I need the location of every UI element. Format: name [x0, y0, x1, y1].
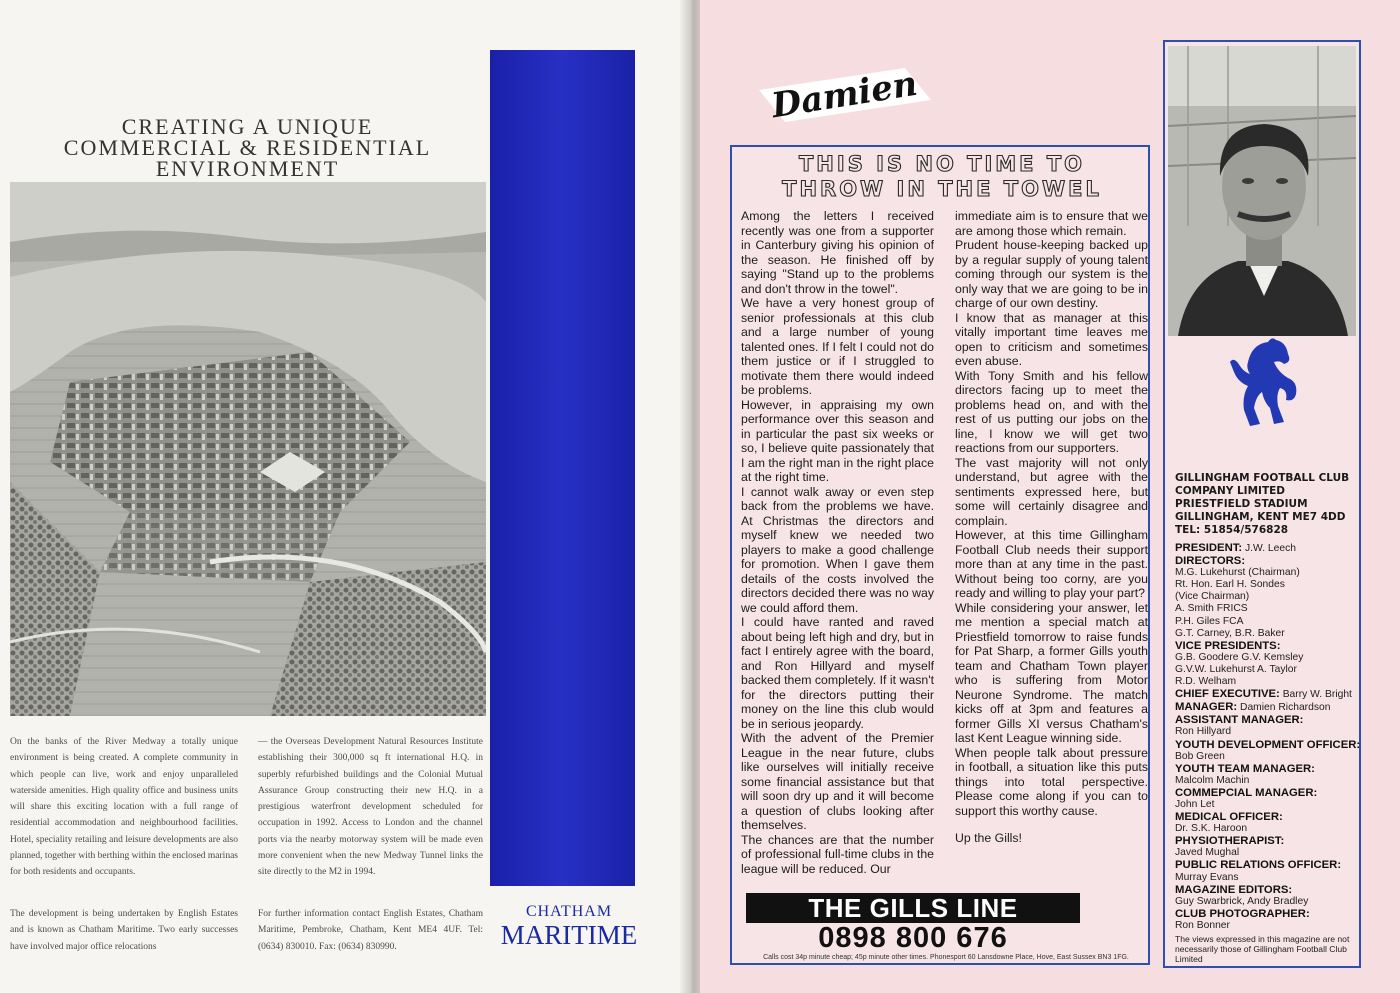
director-name: (Vice Chairman): [1175, 591, 1250, 603]
article-paragraph: The chances are that the number of professional full-time clubs in the league will be reduced. Our: [741, 832, 934, 876]
club-name-line: GILLINGHAM, KENT ME7 4DD: [1175, 511, 1346, 523]
director-name: A. Smith FRICS: [1175, 603, 1248, 615]
gills-line-phone: 0898 800 676: [818, 922, 1008, 954]
manager-portrait-drawing: [1168, 46, 1356, 336]
article-paragraph: However, in appraising my own performance over this season and in particular the past six weeks or so, I believe quite passionately that I am the right man in the right place at the right time.: [741, 397, 934, 484]
aerial-illustration: [10, 182, 486, 716]
director-name: G.T. Carney, B.R. Baker: [1175, 627, 1285, 639]
assistant-manager-name: Ron Hillyard: [1175, 726, 1232, 738]
advert-title-line-3: ENVIRONMENT: [155, 156, 340, 181]
logo-maritime: MARITIME: [500, 920, 638, 950]
vice-president-name: G.B. Goodere G.V. Kemsley: [1175, 651, 1304, 663]
director-name: Rt. Hon. Earl H. Sondes: [1175, 579, 1285, 591]
article-paragraph: I could have ranted and raved about being left high and dry, but in fact I entirely agree with the board, and Ron Hillyard and myself backed them completely. If it wasn't for the directors putting their money on the line this club would be in serious jeopardy.: [741, 615, 934, 731]
gills-line-small-print: Calls cost 34p minute cheap; 45p minute other times. Phonesport 60 Lansdowne Place, Hove, East Sussex BN3 1FG.: [763, 954, 1129, 961]
club-photographer-name: Ron Bonner: [1175, 919, 1230, 931]
assistant-manager-title: ASSISTANT MANAGER:: [1175, 714, 1304, 727]
article-paragraph: The vast majority will not only understand, but agree with the sentiments expressed here, but some will certainly disagree and complain.: [955, 455, 1148, 528]
advert-body-col-2: — the Overseas Development Natural Resources Institute establishing their 300,000 sq ft international H.Q. in superbly refurbished buildings and the Colonial Mutual Assurance Group constructing their new H.Q. in a prestigious waterfront development scheduled for occupation in 1992. Access to London and the channel ports via the nearby motorway system will be made even more convenient when the new Medway Tunnel links the site directly to the M2 in 1994.: [258, 737, 483, 878]
signature-text: Damien: [768, 63, 921, 127]
advert-title-line-1: CREATING A UNIQUE: [121, 114, 374, 139]
club-name-line: COMPANY LIMITED: [1175, 485, 1285, 497]
article-paragraph: I cannot walk away or even step back from the problems we have. At Christmas the directors and myself knew we needed two players to make a good challenge for promotion. When I gave them details of the costs involved the directors decided there was no way we could afford them.: [741, 484, 934, 615]
headline-line-2: THROW IN THE TOWEL: [782, 177, 1102, 201]
advert-title-line-2: COMMERCIAL & RESIDENTIAL: [63, 135, 432, 160]
president-title: PRESIDENT:: [1175, 542, 1243, 554]
club-name-line: PRIESTFIELD STADIUM: [1175, 498, 1308, 510]
article-paragraph: With the advent of the Premier League in the near future, clubs like ourselves will initially receive some financial assistance but that will soon dry up and it will become a question of clubs looking after themselves.: [741, 731, 934, 832]
commercial-manager-name: John Let: [1175, 798, 1215, 810]
logo-chatham: CHATHAM: [525, 903, 613, 920]
article-paragraph: With Tony Smith and his fellow directors facing up to meet the problems head on, and with the rest of us putting our jobs on the line, I know we will get two reactions from our supporters.: [955, 368, 1148, 455]
youth-team-manager-name: Malcolm Machin: [1175, 774, 1250, 786]
commercial-manager-title: COMMEPCIAL MANAGER:: [1175, 786, 1318, 799]
article-paragraph: While considering your answer, let me mention a special match at Priestfield tomorrow to raise funds for Pat Sharp, a former Gills youth team and Chatham Town player who is suffering from Motor Neurone Syndrome. The match kicks off at 3pm and features a former Gills XI versus Chatham's last Kent League winning side.: [955, 600, 1148, 745]
club-officials-list: [1175, 542, 1361, 964]
vice-president-name: G.V.W. Lukehurst A. Taylor: [1175, 663, 1297, 675]
public-relations-name: Murray Evans: [1175, 871, 1239, 883]
aerial-illustration-drawing: [10, 182, 486, 716]
chief-executive-line: [1175, 688, 1361, 701]
damien-signature-logo: [755, 60, 935, 130]
magazine-disclaimer: The views expressed in this magazine are not necessarily those of Gillingham Football Club Limited: [1175, 934, 1350, 964]
kent-horse-crest-icon: [1228, 332, 1304, 428]
youth-team-manager-title: YOUTH TEAM MANAGER:: [1175, 762, 1315, 775]
article-headline: [752, 152, 1132, 202]
blue-colour-strip: [490, 50, 635, 886]
medical-officer-title: MEDICAL OFFICER:: [1175, 811, 1283, 824]
article-paragraph: immediate aim is to ensure that we are among those which remain.: [955, 209, 1148, 238]
advert-title: [10, 116, 485, 179]
physiotherapist-title: PHYSIOTHERAPIST:: [1175, 835, 1285, 848]
club-name-block: [1175, 472, 1357, 537]
chatham-maritime-logo: [494, 903, 644, 949]
president-line: [1175, 542, 1361, 555]
article-paragraph: When people talk about pressure in football, a situation like this puts things into total perspective. Please come along if you can to support this worthy cause.: [955, 745, 1148, 818]
article-sign-off: Up the Gills!: [955, 831, 1022, 845]
magazine-editors-title: MAGAZINE EDITORS:: [1175, 883, 1293, 896]
chief-executive-name: Barry W. Bright: [1279, 689, 1352, 701]
magazine-editors-names: Guy Swarbrick, Andy Bradley: [1175, 895, 1309, 907]
vice-president-name: R.D. Welham: [1175, 676, 1237, 688]
physiotherapist-name: Javed Mughal: [1175, 847, 1240, 859]
advert-contact-info: For further information contact English Estates, Chatham Maritime, Pembroke, Chatham, Kent ME4 4UF. Tel: (0634) 830010. Fax: (0634) 830990.: [258, 909, 483, 952]
manager-photo: [1168, 46, 1356, 336]
article-paragraph: I know that as manager at this vitally important time leaves me open to criticism and sometimes even abuse.: [955, 310, 1148, 368]
advert-body-col-1-continued: The development is being undertaken by English Estates and is known as Chatham Maritime. Two early successes have involved major office relocations: [10, 909, 238, 952]
article-paragraph: Prudent house-keeping backed up by a regular supply of young talent coming through our system is the only way that we are going to be in charge of our own destiny.: [955, 238, 1148, 310]
director-name: M.G. Lukehurst (Chairman): [1175, 567, 1300, 579]
medical-officer-name: Dr. S.K. Haroon: [1175, 823, 1248, 835]
headline-line-1: THIS IS NO TIME TO: [798, 152, 1085, 176]
article-column-1: [741, 209, 934, 876]
chief-executive-title: CHIEF EXECUTIVE:: [1175, 688, 1280, 701]
directors-title: DIRECTORS:: [1175, 555, 1246, 568]
director-name: P.H. Giles FCA: [1175, 615, 1244, 627]
club-photographer-title: CLUB PHOTOGRAPHER:: [1175, 907, 1310, 920]
youth-development-title: YOUTH DEVELOPMENT OFFICER:: [1175, 738, 1361, 751]
gills-line-title: THE GILLS LINE: [746, 893, 1080, 923]
manager-line: [1175, 701, 1361, 714]
manager-title: MANAGER:: [1175, 701, 1238, 714]
advert-body-col-1: On the banks of the River Medway a totally unique environment is being created. A complete community in which people can live, work and enjoy unparalleled waterside amenities. High quality office and business units will share this exciting location with a full range of residential accommodation and neighbourhood facilities. Hotel, speciality retailing and leisure developments are also planned, together with berthing within the enclosed marinas for both residents and occupants.: [10, 737, 238, 878]
article-paragraph: However, at this time Gillingham Football Club needs their support more than at any time in the past. Without being too corny, are you ready and willing to play your part?: [955, 528, 1148, 600]
public-relations-title: PUBLIC RELATIONS OFFICER:: [1175, 859, 1342, 872]
club-name-line: GILLINGHAM FOOTBALL CLUB: [1175, 472, 1350, 484]
president-name: J.W. Leech: [1242, 543, 1296, 554]
article-paragraph: We have a very honest group of senior professionals at this club and a large number of young talented ones. If I felt I could not do them justice or if I struggled to motivate them there would indeed be problems.: [741, 296, 934, 397]
club-name-line: TEL: 51854/576828: [1175, 524, 1289, 536]
article-column-2: [955, 209, 1148, 846]
manager-name: Damien Richardson: [1237, 702, 1331, 714]
vice-presidents-title: VICE PRESIDENTS:: [1175, 639, 1281, 652]
youth-development-name: Bob Green: [1175, 750, 1225, 762]
article-paragraph: Among the letters I received recently was one from a supporter in Canterbury giving his opinion of the season. He finished off by saying "Stand up to the problems and don't throw in the towel".: [741, 209, 934, 296]
